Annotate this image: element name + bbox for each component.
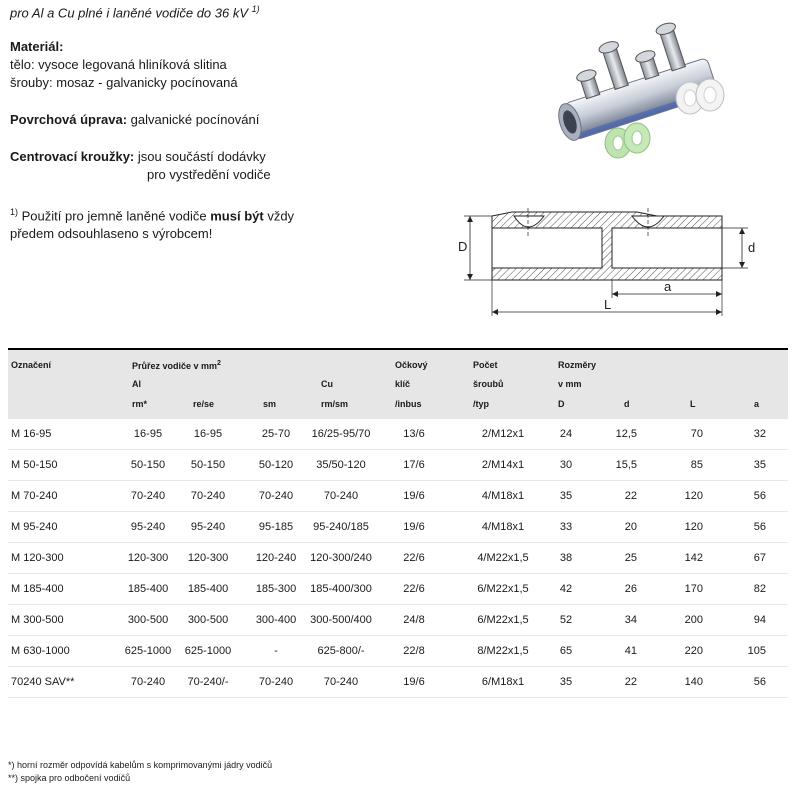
cell-cu: 70-240 [323, 490, 359, 502]
footnote-2: **) spojka pro odbočení vodičů [8, 773, 131, 783]
footnote-1: *) horní rozměr odpovídá kabelům s komprimovanými jádry vodičů [8, 760, 273, 770]
th-L: L [690, 399, 696, 409]
th-sm: sm [263, 399, 277, 409]
cell-d: 25 [624, 552, 637, 564]
table-row [8, 450, 788, 481]
th-typ: /typ [473, 399, 490, 409]
cell-oznaceni: M 300-500 [11, 614, 64, 626]
cell-al-rese: 185-400 [187, 583, 229, 595]
cell-al-rese: 70-240 [190, 490, 226, 502]
cell-d: 41 [624, 645, 637, 657]
table-row [8, 574, 788, 605]
table-row [8, 419, 788, 450]
th-rozmery: Rozměry [558, 360, 597, 370]
cell-al-rm: 120-300 [127, 552, 169, 564]
th-al: Al [132, 379, 141, 389]
th-cu: Cu [321, 379, 333, 389]
cell-cu: 300-500/400 [310, 614, 372, 626]
cell-D: 65 [559, 645, 573, 657]
cell-D: 42 [559, 583, 573, 595]
th-rese: re/se [193, 399, 215, 409]
cell-cu: 120-300/240 [310, 552, 372, 564]
cell-sm: 300-400 [255, 614, 297, 626]
cell-sroubu: 6/M18x1 [481, 676, 525, 688]
dim-a: a [664, 279, 672, 294]
rings-line1: jsou součástí dodávky [134, 149, 266, 164]
cell-L: 170 [684, 583, 703, 595]
cell-oznaceni: 70240 SAV** [11, 676, 75, 688]
cell-a: 105 [747, 645, 766, 657]
cell-klic: 22/8 [403, 645, 425, 657]
cell-klic: 22/6 [403, 552, 425, 564]
th-klic: klíč [395, 379, 411, 389]
subtitle: pro Al a Cu plné i laněné vodiče do 36 kV $^{1)}$ [10, 4, 260, 21]
cell-L: 220 [684, 645, 703, 657]
cell-a: 56 [753, 676, 766, 688]
cell-klic: 13/6 [403, 428, 425, 440]
cell-cu: 95-240/185 [313, 521, 369, 533]
cell-al-rese: 300-500 [187, 614, 229, 626]
cell-sroubu: 4/M18x1 [481, 521, 525, 533]
cell-L: 142 [684, 552, 703, 564]
cell-al-rese: 120-300 [187, 552, 229, 564]
cell-L: 140 [684, 676, 703, 688]
surface-value: galvanické pocínování [127, 112, 260, 127]
cell-D: 33 [559, 521, 573, 533]
cell-oznaceni: M 70-240 [11, 490, 58, 502]
product-photo [540, 0, 750, 170]
cell-sm: - [274, 645, 278, 657]
material-screws: šrouby: mosaz - galvanicky pocínovaná [10, 75, 238, 90]
cell-D: 35 [559, 490, 573, 502]
th-d: d [624, 399, 630, 409]
table-row [8, 543, 788, 574]
cell-d: 34 [624, 614, 637, 626]
cell-al-rese: 70-240/- [187, 676, 229, 688]
cell-al-rese: 50-150 [190, 459, 226, 471]
cell-sm: 50-120 [258, 459, 294, 471]
cell-sm: 70-240 [258, 676, 294, 688]
th-a: a [754, 399, 760, 409]
cell-sm: 70-240 [258, 490, 294, 502]
cell-al-rm: 70-240 [130, 490, 166, 502]
cell-sroubu: 6/M22x1,5 [477, 583, 529, 595]
cell-a: 56 [753, 521, 766, 533]
cell-sroubu: 2/M14x1 [481, 459, 525, 471]
material-heading: Materiál: [10, 39, 64, 54]
cell-L: 120 [684, 490, 703, 502]
cell-cu: 625-800/- [317, 645, 365, 657]
cell-L: 70 [690, 428, 703, 440]
cell-sroubu: 4/M22x1,5 [477, 552, 529, 564]
cell-sroubu: 8/M22x1,5 [477, 645, 529, 657]
surface-label: Povrchová úprava: [10, 112, 128, 127]
cell-a: 35 [753, 459, 766, 471]
cell-a: 67 [753, 552, 766, 564]
cell-al-rm: 300-500 [127, 614, 169, 626]
surface-section [10, 111, 259, 129]
cell-a: 94 [753, 614, 766, 626]
table-body [8, 419, 788, 698]
cell-oznaceni: M 50-150 [11, 459, 58, 471]
cell-sroubu: 2/M12x1 [481, 428, 525, 440]
cell-al-rese: 95-240 [190, 521, 226, 533]
cell-klic: 19/6 [403, 676, 425, 688]
cell-al-rese: 625-1000 [184, 645, 232, 657]
cell-klic: 22/6 [403, 583, 425, 595]
th-ockovy: Očkový [395, 360, 428, 370]
cell-D: 24 [559, 428, 573, 440]
material-section [10, 38, 238, 92]
usage-note: $^{1)}$ Použití pro jemně laněné vodiče musí být vždy předem odsouhlaseno s výrobcem! [10, 207, 295, 242]
cell-d: 22 [624, 676, 637, 688]
cell-L: 85 [690, 459, 703, 471]
technical-drawing [452, 198, 756, 323]
cell-al-rm: 625-1000 [124, 645, 172, 657]
table-row [8, 667, 788, 698]
cell-sm: 25-70 [261, 428, 291, 440]
cell-L: 200 [684, 614, 703, 626]
cell-oznaceni: M 630-1000 [11, 645, 70, 657]
table-row [8, 481, 788, 512]
th-rmsm: rm/sm [321, 399, 349, 409]
cell-oznaceni: M 95-240 [11, 521, 58, 533]
cell-sroubu: 6/M22x1,5 [477, 614, 529, 626]
cell-al-rm: 70-240 [130, 676, 166, 688]
cell-D: 38 [559, 552, 573, 564]
cell-oznaceni: M 185-400 [11, 583, 64, 595]
cell-D: 52 [559, 614, 573, 626]
dim-d: d [748, 240, 756, 255]
cell-L: 120 [684, 521, 703, 533]
th-inbus: /inbus [395, 399, 422, 409]
th-prurez: Průřez vodiče v $mm^2$ [132, 360, 221, 371]
rings-label: Centrovací kroužky: [10, 149, 135, 164]
cell-d: 26 [624, 583, 637, 595]
cell-klic: 19/6 [403, 521, 425, 533]
dim-L: L [604, 297, 612, 312]
cell-d: 12,5 [615, 428, 637, 440]
cell-al-rese: 16-95 [193, 428, 223, 440]
rings-line2: pro vystředění vodiče [147, 167, 271, 182]
footnotes [8, 759, 272, 785]
cell-cu: 35/50-120 [316, 459, 366, 471]
cell-a: 32 [753, 428, 766, 440]
th-oznaceni: Označení [11, 360, 52, 370]
cell-D: 35 [559, 676, 573, 688]
cell-klic: 17/6 [403, 459, 425, 471]
cell-klic: 24/8 [403, 614, 425, 626]
cell-a: 82 [753, 583, 766, 595]
cell-oznaceni: M 16-95 [11, 428, 52, 440]
th-vmm: v mm [558, 379, 582, 389]
material-body: tělo: vysoce legovaná hliníková slitina [10, 57, 227, 72]
cell-a: 56 [753, 490, 766, 502]
cell-cu: 16/25-95/70 [311, 428, 371, 440]
cell-d: 15,5 [615, 459, 637, 471]
cell-al-rm: 95-240 [130, 521, 166, 533]
th-pocet: Počet [473, 360, 498, 370]
cell-d: 20 [624, 521, 637, 533]
dim-D: D [458, 239, 468, 254]
cell-cu: 70-240 [323, 676, 359, 688]
cell-al-rm: 50-150 [130, 459, 166, 471]
table-row [8, 605, 788, 636]
cell-sroubu: 4/M18x1 [481, 490, 525, 502]
cell-sm: 185-300 [255, 583, 297, 595]
th-rm: rm* [132, 399, 148, 409]
cell-sm: 95-185 [258, 521, 294, 533]
cell-d: 22 [624, 490, 637, 502]
table-row [8, 636, 788, 667]
cell-sm: 120-240 [255, 552, 297, 564]
cell-cu: 185-400/300 [310, 583, 372, 595]
table-header [8, 350, 788, 419]
table-row [8, 512, 788, 543]
cell-oznaceni: M 120-300 [11, 552, 64, 564]
cell-klic: 19/6 [403, 490, 425, 502]
spec-table [8, 348, 788, 698]
th-D: D [558, 399, 565, 409]
rings-section [10, 148, 271, 184]
cell-al-rm: 16-95 [133, 428, 163, 440]
cell-al-rm: 185-400 [127, 583, 169, 595]
th-sroubu: šroubů [473, 379, 504, 389]
cell-D: 30 [559, 459, 573, 471]
